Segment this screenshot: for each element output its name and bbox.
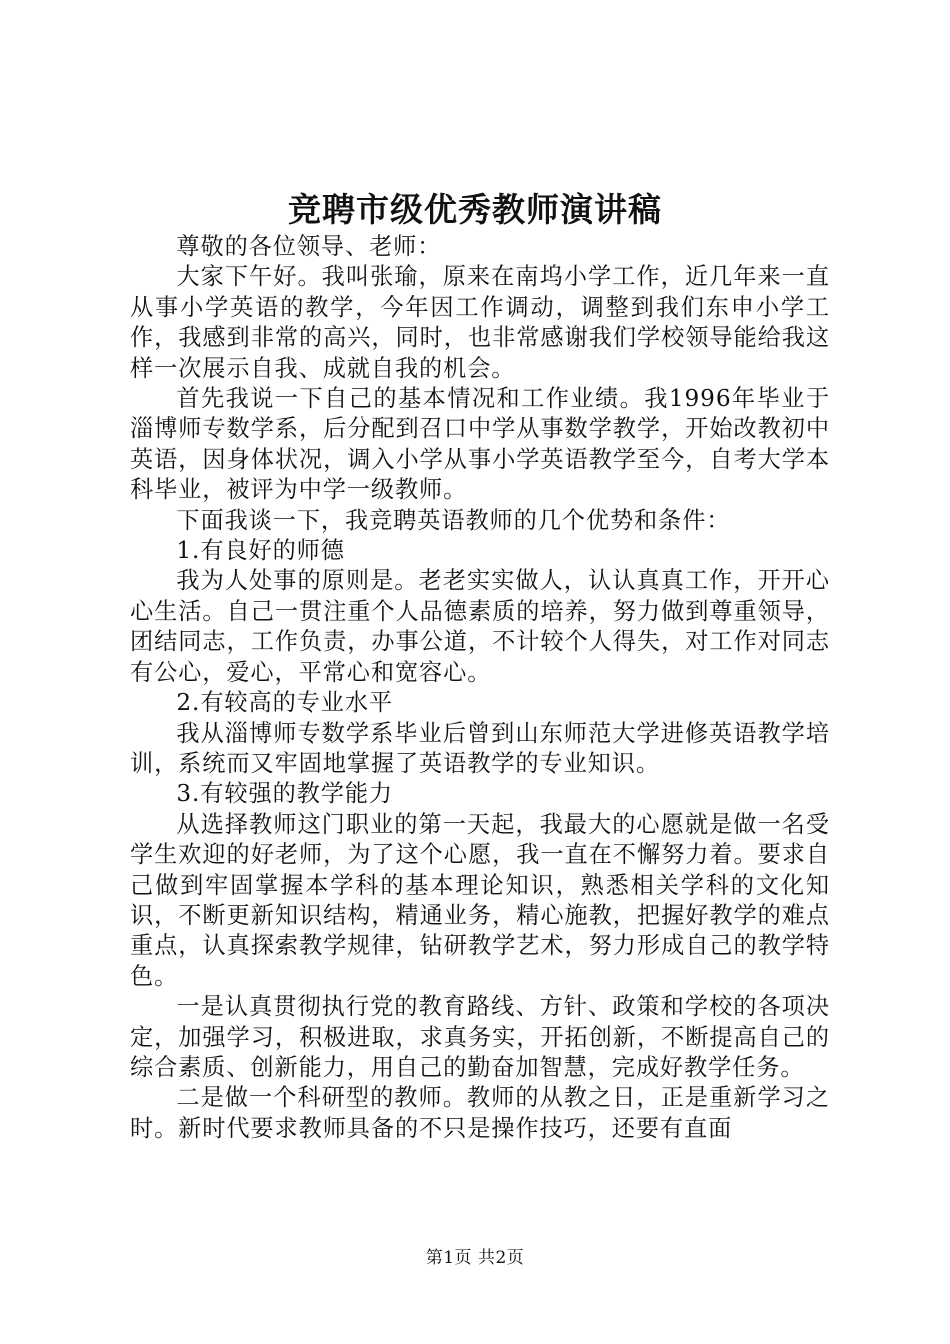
paragraph-ethics: 我为人处事的原则是。老老实实做人，认认真真工作，开开心心生活。自己一贯注重个人品德素质的培养，努力做到尊重领导，团结同志，工作负责，办事公道，不计较个人得失，对工作对同志有公心，爱心，平常心和宽容心。 bbox=[130, 567, 830, 686]
paragraph-introduction: 大家下午好。我叫张瑜，原来在南坞小学工作，近几年来一直从事小学英语的教学，今年因工作调动，调整到我们东申小学工作，我感到非常的高兴，同时，也非常感谢我们学校领导能给我这样一次展示自我、成就自我的机会。 bbox=[130, 263, 830, 382]
page-footer: 第1页 共2页 bbox=[425, 1248, 525, 1268]
paragraph-point-one: 一是认真贯彻执行党的教育路线、方针、政策和学校的各项决定，加强学习，积极进取，求真务实，开拓创新，不断提高自己的综合素质、创新能力，用自己的勤奋加智慧，完成好教学任务。 bbox=[130, 993, 830, 1081]
paragraph-greeting: 尊敬的各位领导、老师： bbox=[176, 233, 442, 260]
paragraph-teaching-ability: 从选择教师这门职业的第一天起，我最大的心愿就是做一名受学生欢迎的好老师，为了这个心愿，我一直在不懈努力着。要求自己做到牢固掌握本学科的基本理论知识，熟悉相关学科的文化知识，不断更新知识结构，精通业务，精心施教，把握好教学的难点重点，认真探索教学规律，钻研教学艺术，努力形成自己的教学特色。 bbox=[130, 810, 830, 990]
document-title: 竞聘市级优秀教师演讲稿 bbox=[288, 190, 662, 229]
section-heading-ethics: 1.有良好的师德 bbox=[176, 537, 345, 565]
paragraph-point-two: 二是做一个科研型的教师。教师的从教之日，正是重新学习之时。新时代要求教师具备的不只是操作技巧，还要有直面 bbox=[130, 1084, 830, 1142]
section-heading-teaching-ability: 3.有较强的教学能力 bbox=[176, 780, 394, 808]
document-body bbox=[130, 232, 830, 1144]
paragraph-professional-level: 我从淄博师专数学系毕业后曾到山东师范大学进修英语教学培训，系统而又牢固地掌握了英语教学的专业知识。 bbox=[130, 719, 830, 777]
paragraph-background: 首先我说一下自己的基本情况和工作业绩。我1996年毕业于淄博师专数学系，后分配到召口中学从事数学教学，开始改教初中英语，因身体状况，调入小学从事小学英语教学至今，自考大学本科毕业，被评为中学一级教师。 bbox=[130, 385, 830, 504]
section-heading-professional-level: 2.有较高的专业水平 bbox=[176, 689, 394, 717]
paragraph-advantages-intro: 下面我谈一下，我竞聘英语教师的几个优势和条件： bbox=[176, 506, 731, 534]
